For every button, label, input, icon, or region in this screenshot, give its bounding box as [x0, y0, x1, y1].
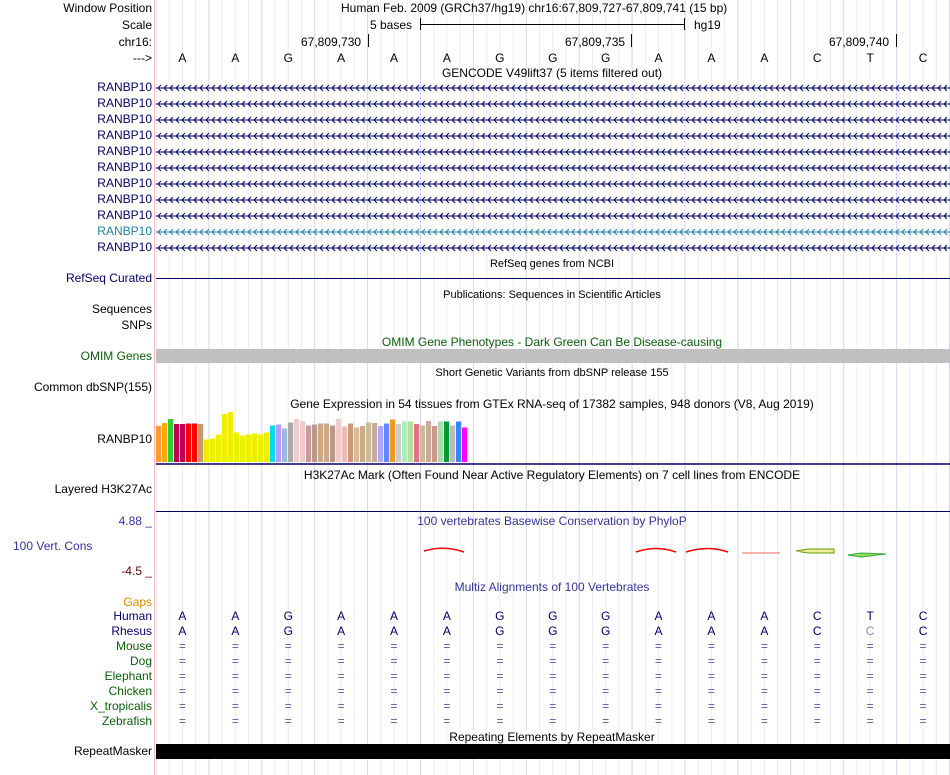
- multiz-base: =: [337, 684, 345, 698]
- gtex-tissue-bar[interactable]: [444, 422, 449, 463]
- multiz-base: =: [655, 669, 663, 683]
- multiz-base: G: [495, 609, 505, 623]
- reference-base: C: [812, 51, 822, 65]
- dbsnp-track-title[interactable]: Short Genetic Variants from dbSNP release 155: [435, 367, 669, 379]
- multiz-base: =: [231, 714, 239, 728]
- refseq-track-title[interactable]: RefSeq genes from NCBI: [489, 258, 615, 270]
- multiz-base: =: [813, 669, 821, 683]
- multiz-base: =: [390, 699, 398, 713]
- window-position-label: Window Position: [63, 1, 152, 15]
- gtex-tissue-bar[interactable]: [258, 435, 263, 463]
- gtex-gene-label[interactable]: RANBP10: [97, 432, 152, 446]
- gtex-tissue-bar[interactable]: [402, 422, 407, 463]
- multiz-base: =: [602, 714, 610, 728]
- gtex-tissue-bar[interactable]: [294, 419, 299, 462]
- multiz-base: =: [284, 714, 292, 728]
- reference-base: A: [178, 51, 187, 65]
- multiz-base: A: [337, 624, 346, 638]
- omim-track-title[interactable]: OMIM Gene Phenotypes - Dark Green Can Be Disease-causing: [381, 335, 723, 349]
- gtex-tissue-bar[interactable]: [420, 426, 425, 463]
- multiz-base: =: [337, 699, 345, 713]
- refseq-track-label[interactable]: RefSeq Curated: [65, 271, 152, 285]
- gtex-tissue-bar[interactable]: [156, 426, 161, 462]
- multiz-base: =: [231, 684, 239, 698]
- multiz-base: A: [760, 624, 769, 638]
- gencode-transcript-line[interactable]: [156, 227, 950, 237]
- gencode-transcript-label[interactable]: RANBP10: [97, 224, 152, 238]
- gtex-tissue-bar[interactable]: [246, 435, 251, 463]
- multiz-base: =: [390, 714, 398, 728]
- multiz-base: =: [866, 699, 874, 713]
- multiz-species-label[interactable]: Elephant: [104, 669, 152, 683]
- multiz-base: =: [496, 654, 504, 668]
- gtex-tissue-bar[interactable]: [240, 436, 245, 463]
- multiz-base: =: [178, 639, 186, 653]
- multiz-base: G: [600, 609, 611, 623]
- coord-tick: [631, 34, 632, 47]
- multiz-base: =: [390, 654, 398, 668]
- reference-base: C: [918, 51, 928, 65]
- gencode-transcript-line[interactable]: [156, 147, 950, 157]
- gtex-tissue-bar[interactable]: [288, 423, 293, 463]
- multiz-base: A: [707, 609, 716, 623]
- multiz-base: A: [707, 624, 716, 638]
- multiz-gaps-label: Gaps: [123, 595, 152, 609]
- multiz-base: =: [443, 699, 451, 713]
- gtex-tissue-bar[interactable]: [324, 424, 329, 463]
- gtex-tissue-bar[interactable]: [204, 440, 209, 463]
- gencode-transcript-line[interactable]: [156, 115, 950, 125]
- multiz-base: =: [602, 639, 610, 653]
- gencode-transcript-line[interactable]: [156, 163, 950, 173]
- gencode-transcript-line[interactable]: [156, 99, 950, 109]
- gencode-transcript-label[interactable]: RANBP10: [97, 208, 152, 222]
- multiz-base: =: [655, 684, 663, 698]
- publications-track-title[interactable]: Publications: Sequences in Scientific Articles: [443, 289, 661, 301]
- multiz-species-label[interactable]: Human: [113, 609, 152, 623]
- reference-base: G: [600, 51, 611, 65]
- multiz-base: C: [865, 624, 875, 638]
- multiz-base: =: [443, 669, 451, 683]
- gtex-tissue-bar[interactable]: [270, 426, 275, 463]
- gencode-transcript-label[interactable]: RANBP10: [97, 192, 152, 206]
- multiz-base: C: [918, 624, 928, 638]
- coord-tick-label: 67,809,730: [301, 35, 362, 49]
- multiz-base: =: [707, 669, 715, 683]
- gtex-tissue-bar[interactable]: [336, 419, 341, 462]
- multiz-base: G: [495, 624, 505, 638]
- phylop-track-title[interactable]: 100 vertebrates Basewise Conservation by PhyloP: [417, 514, 687, 528]
- gtex-tissue-bar[interactable]: [312, 425, 317, 463]
- multiz-base: =: [919, 684, 927, 698]
- multiz-base: A: [231, 609, 240, 623]
- multiz-base: =: [496, 714, 504, 728]
- multiz-base: =: [549, 699, 557, 713]
- gtex-tissue-bar[interactable]: [414, 424, 419, 462]
- multiz-base: =: [178, 714, 186, 728]
- multiz-base: =: [337, 669, 345, 683]
- phylop-ymin-label: -4.5 _: [121, 564, 152, 578]
- gtex-bar-chart[interactable]: [156, 410, 950, 466]
- multiz-base: =: [866, 669, 874, 683]
- gtex-tissue-bar[interactable]: [366, 423, 371, 463]
- multiz-species-label[interactable]: X_tropicalis: [89, 699, 152, 713]
- scale-value: 5 bases: [370, 18, 413, 32]
- chrom-label: chr16:: [118, 35, 152, 49]
- gtex-tissue-bar[interactable]: [372, 423, 377, 462]
- gtex-tissue-bar[interactable]: [234, 433, 239, 463]
- multiz-base: A: [178, 624, 187, 638]
- gtex-tissue-bar[interactable]: [450, 426, 455, 463]
- sequences-track-label[interactable]: Sequences: [91, 302, 152, 316]
- coord-tick: [896, 34, 897, 47]
- gencode-transcript-line[interactable]: [156, 195, 950, 205]
- multiz-base: =: [337, 714, 345, 728]
- h3k27ac-baseline: [156, 511, 950, 512]
- multiz-base: A: [390, 624, 399, 638]
- window-position-value[interactable]: Human Feb. 2009 (GRCh37/hg19) chr16:67,809,727-67,809,741 (15 bp): [341, 1, 728, 15]
- gtex-tissue-bar[interactable]: [396, 424, 401, 462]
- multiz-base: =: [284, 699, 292, 713]
- gencode-transcript-label[interactable]: RANBP10: [97, 128, 152, 142]
- multiz-base: =: [443, 654, 451, 668]
- reference-base: A: [231, 51, 240, 65]
- coord-tick: [368, 34, 369, 47]
- label-column-divider: [154, 0, 155, 775]
- multiz-base: =: [178, 654, 186, 668]
- multiz-base: =: [443, 639, 451, 653]
- multiz-base: =: [919, 654, 927, 668]
- multiz-base: =: [443, 684, 451, 698]
- gtex-tissue-bar[interactable]: [198, 424, 203, 462]
- multiz-base: =: [496, 699, 504, 713]
- multiz-base: A: [654, 609, 663, 623]
- gtex-tissue-bar[interactable]: [222, 414, 227, 462]
- reference-base: A: [337, 51, 346, 65]
- gtex-tissue-bar[interactable]: [186, 424, 191, 463]
- multiz-base: =: [760, 669, 768, 683]
- multiz-species-label[interactable]: Rhesus: [111, 624, 152, 638]
- gencode-transcript-line[interactable]: [156, 243, 950, 253]
- refseq-track-line: [156, 278, 950, 279]
- multiz-base: C: [812, 609, 822, 623]
- multiz-base: =: [707, 639, 715, 653]
- gtex-tissue-bar[interactable]: [282, 429, 287, 463]
- phylop-signal[interactable]: [156, 543, 950, 561]
- multiz-base: =: [549, 669, 557, 683]
- gencode-transcript-line[interactable]: [156, 211, 950, 221]
- gencode-transcript-label[interactable]: RANBP10: [97, 160, 152, 174]
- gtex-tissue-bar[interactable]: [426, 421, 431, 462]
- multiz-base: =: [866, 654, 874, 668]
- multiz-base: =: [866, 714, 874, 728]
- multiz-species-label[interactable]: Mouse: [115, 639, 152, 653]
- multiz-base: =: [866, 639, 874, 653]
- gtex-tissue-bar[interactable]: [390, 420, 395, 463]
- multiz-base: =: [231, 654, 239, 668]
- gtex-tissue-bar[interactable]: [252, 434, 257, 463]
- gencode-transcript-line[interactable]: [156, 83, 950, 93]
- multiz-base: =: [760, 684, 768, 698]
- multiz-base: =: [178, 699, 186, 713]
- gencode-transcript-label[interactable]: RANBP10: [97, 176, 152, 190]
- multiz-base: A: [337, 609, 346, 623]
- reference-base: A: [760, 51, 769, 65]
- omim-track-label[interactable]: OMIM Genes: [80, 349, 152, 363]
- multiz-base: A: [442, 609, 451, 623]
- multiz-base: =: [760, 699, 768, 713]
- reference-base: A: [707, 51, 716, 65]
- multiz-base: A: [231, 624, 240, 638]
- multiz-base: =: [549, 714, 557, 728]
- multiz-base: =: [602, 654, 610, 668]
- gtex-tissue-bar[interactable]: [408, 422, 413, 463]
- multiz-species-label[interactable]: Chicken: [108, 684, 152, 698]
- multiz-base: =: [496, 639, 504, 653]
- multiz-base: =: [655, 639, 663, 653]
- multiz-track-title[interactable]: Multiz Alignments of 100 Vertebrates: [454, 580, 650, 594]
- gtex-tissue-bar[interactable]: [192, 424, 197, 463]
- multiz-base: =: [337, 639, 345, 653]
- gencode-transcript-line[interactable]: [156, 131, 950, 141]
- gencode-transcript-label[interactable]: RANBP10: [97, 144, 152, 158]
- multiz-base: =: [496, 684, 504, 698]
- multiz-base: =: [549, 684, 557, 698]
- dbsnp-track-label[interactable]: Common dbSNP(155): [33, 380, 152, 394]
- multiz-base: =: [284, 654, 292, 668]
- multiz-base: T: [866, 609, 874, 623]
- scale-bar: [420, 18, 685, 32]
- gtex-tissue-bar[interactable]: [318, 424, 323, 463]
- repeatmasker-bar[interactable]: [156, 744, 950, 759]
- multiz-base: =: [760, 654, 768, 668]
- gtex-tissue-bar[interactable]: [360, 426, 365, 462]
- multiz-base: =: [919, 714, 927, 728]
- multiz-base: =: [549, 654, 557, 668]
- multiz-base: G: [548, 624, 558, 638]
- multiz-base: C: [812, 624, 822, 638]
- gencode-transcript-label[interactable]: RANBP10: [97, 80, 152, 94]
- multiz-base: =: [813, 639, 821, 653]
- multiz-base: C: [918, 609, 928, 623]
- scale-label: Scale: [121, 18, 152, 32]
- reference-base: G: [283, 51, 293, 65]
- reference-base: A: [442, 51, 451, 65]
- gtex-tissue-bar[interactable]: [462, 428, 467, 463]
- gencode-track-title[interactable]: GENCODE V49lift37 (5 items filtered out): [441, 66, 663, 80]
- multiz-base: =: [655, 714, 663, 728]
- multiz-base: =: [284, 639, 292, 653]
- multiz-base: =: [655, 699, 663, 713]
- gtex-tissue-bar[interactable]: [300, 421, 305, 462]
- reference-base: A: [390, 51, 399, 65]
- multiz-base: A: [178, 609, 187, 623]
- multiz-base: =: [178, 669, 186, 683]
- gtex-tissue-bar[interactable]: [378, 426, 383, 462]
- multiz-base: =: [337, 654, 345, 668]
- repeatmasker-track-title[interactable]: Repeating Elements by RepeatMasker: [449, 730, 655, 744]
- phylop-track-label[interactable]: 100 Vert. Cons: [13, 539, 93, 553]
- multiz-species-label[interactable]: Dog: [129, 654, 152, 668]
- multiz-base: G: [600, 624, 611, 638]
- gtex-tissue-bar[interactable]: [348, 424, 353, 463]
- omim-bar[interactable]: [156, 349, 950, 363]
- h3k27ac-track-label[interactable]: Layered H3K27Ac: [54, 482, 152, 496]
- gtex-tissue-bar[interactable]: [438, 422, 443, 463]
- snps-track-label[interactable]: SNPs: [121, 318, 152, 332]
- multiz-base: A: [442, 624, 451, 638]
- gtex-tissue-bar[interactable]: [432, 426, 437, 462]
- gtex-tissue-bar[interactable]: [216, 435, 221, 463]
- strand-label: --->: [133, 51, 152, 65]
- multiz-base: =: [231, 669, 239, 683]
- gencode-transcript-label[interactable]: RANBP10: [97, 240, 152, 254]
- reference-base: G: [495, 51, 505, 65]
- multiz-base: G: [283, 609, 293, 623]
- multiz-base: =: [707, 684, 715, 698]
- multiz-base: =: [655, 654, 663, 668]
- multiz-base: =: [602, 684, 610, 698]
- multiz-species-label[interactable]: Zebrafish: [101, 714, 152, 728]
- multiz-base: =: [760, 714, 768, 728]
- multiz-base: =: [760, 639, 768, 653]
- gtex-tissue-bar[interactable]: [162, 423, 167, 462]
- reference-base: T: [866, 51, 874, 65]
- gencode-transcript-line[interactable]: [156, 179, 950, 189]
- multiz-base: =: [919, 699, 927, 713]
- phylop-ymax-label: 4.88 _: [118, 514, 152, 528]
- repeatmasker-track-label[interactable]: RepeatMasker: [73, 744, 152, 758]
- reference-base: A: [654, 51, 663, 65]
- gtex-tissue-bar[interactable]: [180, 424, 185, 462]
- multiz-base: =: [496, 669, 504, 683]
- multiz-base: =: [919, 639, 927, 653]
- gtex-track-title[interactable]: Gene Expression in 54 tissues from GTEx RNA-seq of 17382 samples, 948 donors (V8, Aug 2019): [290, 397, 814, 411]
- multiz-base: G: [283, 624, 293, 638]
- multiz-base: A: [760, 609, 769, 623]
- gtex-tissue-bar[interactable]: [264, 433, 269, 463]
- gtex-tissue-bar[interactable]: [384, 424, 389, 463]
- gtex-tissue-bar[interactable]: [330, 426, 335, 463]
- gtex-tissue-bar[interactable]: [456, 422, 461, 463]
- h3k27ac-track-title[interactable]: H3K27Ac Mark (Often Found Near Active Regulatory Elements) on 7 cell lines from ENCODE: [303, 468, 801, 482]
- multiz-base: =: [390, 669, 398, 683]
- multiz-base: =: [707, 699, 715, 713]
- multiz-base: =: [602, 669, 610, 683]
- multiz-base: G: [548, 609, 558, 623]
- multiz-base: =: [390, 684, 398, 698]
- multiz-base: =: [813, 684, 821, 698]
- multiz-base: =: [231, 699, 239, 713]
- multiz-base: =: [284, 669, 292, 683]
- gtex-tissue-bar[interactable]: [342, 427, 347, 463]
- multiz-base: =: [390, 639, 398, 653]
- gtex-tissue-bar[interactable]: [174, 424, 179, 462]
- multiz-base: A: [390, 609, 399, 623]
- multiz-base: =: [866, 684, 874, 698]
- gtex-tissue-bar[interactable]: [228, 412, 233, 462]
- multiz-base: =: [813, 699, 821, 713]
- reference-base: G: [548, 51, 558, 65]
- gtex-tissue-bar[interactable]: [168, 419, 173, 462]
- multiz-base: =: [549, 639, 557, 653]
- gtex-tissue-bar[interactable]: [306, 426, 311, 463]
- multiz-base: =: [707, 654, 715, 668]
- multiz-base: =: [919, 669, 927, 683]
- gtex-tissue-bar[interactable]: [276, 425, 281, 463]
- gencode-transcript-label[interactable]: RANBP10: [97, 112, 152, 126]
- coord-tick-label: 67,809,740: [829, 35, 890, 49]
- coord-tick-label: 67,809,735: [565, 35, 626, 49]
- multiz-base: =: [284, 684, 292, 698]
- gencode-transcript-label[interactable]: RANBP10: [97, 96, 152, 110]
- multiz-base: =: [443, 714, 451, 728]
- multiz-base: =: [178, 684, 186, 698]
- scale-assembly: hg19: [694, 18, 721, 32]
- gtex-tissue-bar[interactable]: [210, 439, 215, 463]
- multiz-base: =: [813, 714, 821, 728]
- multiz-base: A: [654, 624, 663, 638]
- multiz-base: =: [813, 654, 821, 668]
- multiz-base: =: [602, 699, 610, 713]
- gtex-tissue-bar[interactable]: [354, 428, 359, 463]
- multiz-base: =: [707, 714, 715, 728]
- multiz-base: =: [231, 639, 239, 653]
